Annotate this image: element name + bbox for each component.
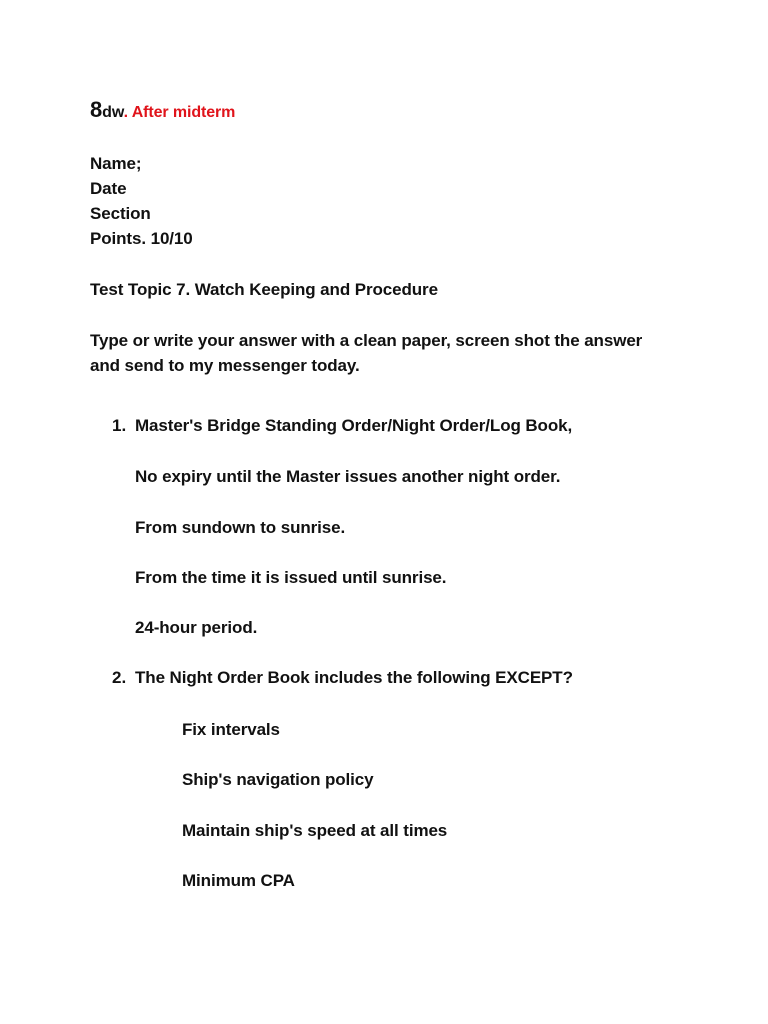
answer-option: Maintain ship's speed at all times [182,821,448,840]
answer-option: Minimum CPA [182,871,295,890]
heading-code-number: 8 [90,97,103,122]
heading-separator: . [123,104,132,121]
field-section: Section [90,204,151,223]
field-name: Name; [90,154,142,173]
answer-option: From the time it is issued until sunrise. [135,568,447,587]
answer-option: From sundown to sunrise. [135,518,346,537]
instructions-line-1: Type or write your answer with a clean paper, screen shot the answer [90,331,643,350]
answer-option: Fix intervals [182,720,280,739]
question-number: 2. [112,668,127,687]
question-number: 1. [112,416,127,435]
answer-option: No expiry until the Master issues another night order. [135,467,561,486]
field-date: Date [90,179,127,198]
document-heading [90,99,235,124]
heading-tag: After midterm [131,104,236,121]
answer-option: 24-hour period. [135,618,258,637]
instructions-line-2: and send to my messenger today. [90,356,360,375]
test-topic: Test Topic 7. Watch Keeping and Procedure [90,280,438,299]
question-text: The Night Order Book includes the following EXCEPT? [135,668,573,687]
answer-option: Ship's navigation policy [182,770,374,789]
question-text: Master's Bridge Standing Order/Night Order/Log Book, [135,416,573,435]
heading-code-suffix: dw [102,104,124,121]
field-points: Points. 10/10 [90,229,193,248]
